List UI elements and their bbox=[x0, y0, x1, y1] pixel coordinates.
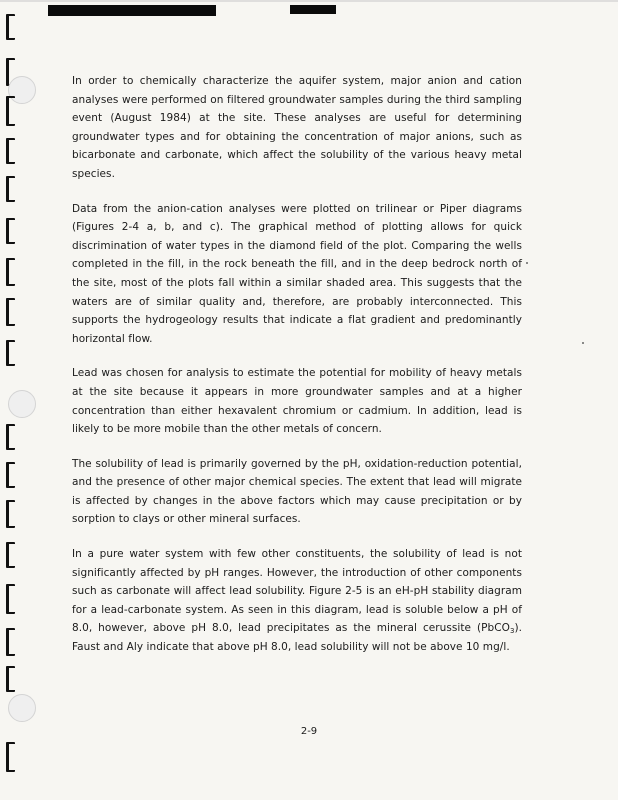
binder-bracket bbox=[6, 584, 15, 614]
binder-bracket bbox=[6, 96, 15, 126]
punch-hole bbox=[8, 390, 36, 418]
binder-bracket bbox=[6, 500, 15, 528]
paragraph: Data from the anion-cation analyses were plotted on trilinear or Piper diagrams (Figures 2-4 a, b, and c). The graphical method of plotting allows for quick discrimination of water types in the diamond field of the plot. Comparing the wells completed in the fill, in the rock beneath the fill, and in the deep bedrock north of the site, most of the plots fall within a similar shaded area. This suggests that the waters are of similar quality and, therefore, are probably interconnected. This supports the hydrogeology results that indicate a flat gradient and predominantly horizontal flow. bbox=[72, 202, 522, 345]
subscript: 3 bbox=[509, 627, 515, 636]
binder-bracket bbox=[6, 424, 15, 450]
paragraph-text: ). Faust and Aly indicate that above pH 8.0, lead solubility will not be above 10 mg/l. bbox=[72, 622, 522, 654]
binder-bracket bbox=[6, 542, 15, 568]
binder-bracket bbox=[6, 628, 15, 656]
binder-bracket bbox=[6, 742, 15, 772]
binder-bracket bbox=[6, 666, 15, 692]
binder-bracket bbox=[6, 14, 15, 40]
scan-speck bbox=[582, 342, 584, 344]
binder-bracket bbox=[6, 462, 15, 488]
punch-hole bbox=[8, 694, 36, 722]
redaction-bar-right bbox=[290, 5, 336, 14]
paragraph: In order to chemically characterize the aquifer system, major anion and cation analyses were performed on filtered groundwater samples during the third sampling event (August 1984) at the site. These analyses are useful for determining groundwater types and for obtaining the concentration of major anions, such as bicarbonate and carbonate, which affect the solubility of the various heavy metal species. bbox=[72, 75, 522, 180]
body-text bbox=[72, 72, 522, 673]
paragraph bbox=[72, 545, 522, 657]
scan-speck bbox=[526, 262, 528, 264]
paragraph: The solubility of lead is primarily governed by the pH, oxidation-reduction potential, and the presence of other major chemical species. The extent that lead will migrate is affected by changes in the above factors which may cause precipitation or by sorption to clays or other mineral surfaces. bbox=[72, 457, 522, 526]
page-number: 2-9 bbox=[300, 726, 318, 737]
scan-artifact-line bbox=[0, 0, 618, 2]
binder-bracket bbox=[6, 138, 15, 164]
binder-bracket bbox=[6, 176, 15, 202]
binder-bracket bbox=[6, 298, 15, 326]
binder-bracket bbox=[6, 218, 15, 244]
binder-bracket bbox=[6, 258, 15, 286]
paragraph: Lead was chosen for analysis to estimate the potential for mobility of heavy metals at the site because it appears in more groundwater samples and at a higher concentration than either hexavalent chromium or cadmium. In addition, lead is likely to be more mobile than the other metals of concern. bbox=[72, 367, 522, 436]
binder-edge bbox=[0, 0, 40, 800]
paragraph-text: In a pure water system with few other constituents, the solubility of lead is not significantly affected by pH ranges. However, the introduction of other components such as carbonate will affect lead solubility. Figure 2-5 is an eH-pH stability diagram for a lead-carbonate system. As seen in this diagram, lead is soluble below a pH of 8.0, however, above pH 8.0, lead precipitates as the mineral cerussite (PbCO bbox=[72, 548, 522, 635]
redaction-bar-left bbox=[48, 5, 216, 16]
binder-bracket bbox=[6, 340, 15, 366]
